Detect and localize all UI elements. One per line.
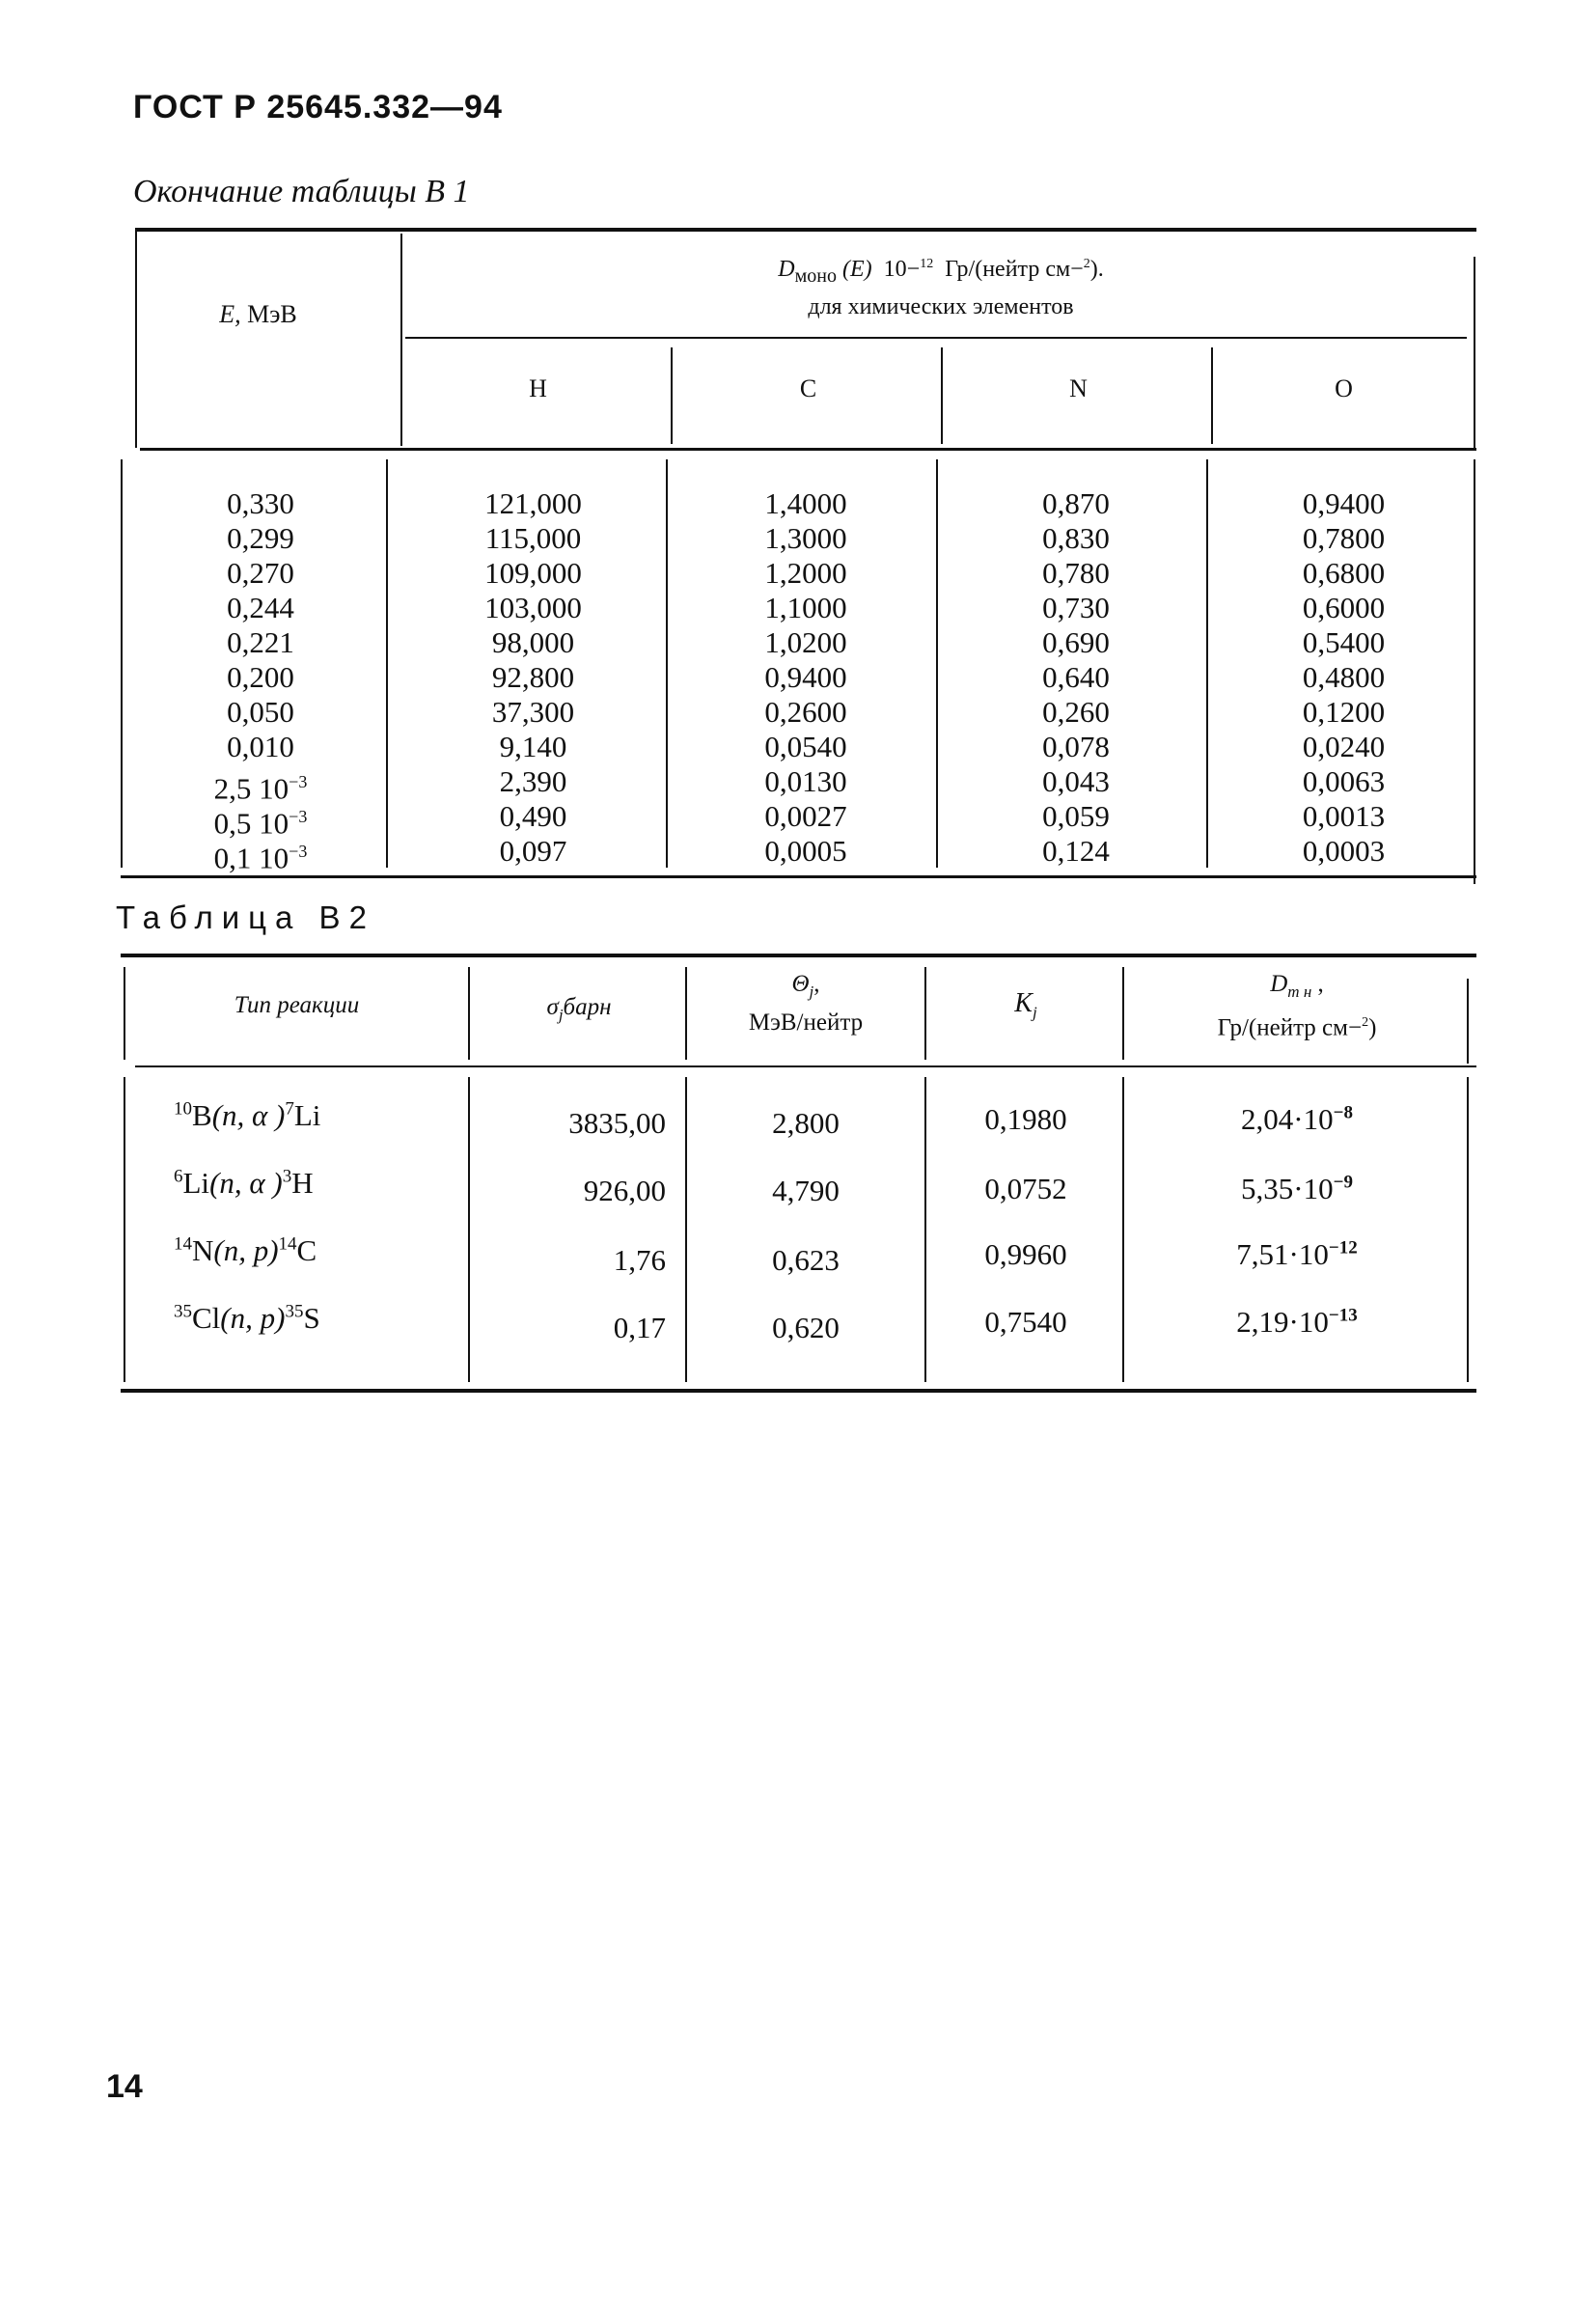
sigma-cell: 3835,00 [568, 1106, 666, 1140]
table-cell: 0,0005 [764, 834, 847, 868]
table-cell: 0,780 [1042, 556, 1110, 590]
dose-factor: 10− [883, 257, 921, 282]
theta-cell: 0,620 [772, 1311, 840, 1344]
table-b2-divider [924, 1077, 926, 1382]
table-cell: 0,0063 [1302, 764, 1386, 798]
table-b1 [116, 228, 1476, 884]
dose-unit: Гр/(нейтр см− [945, 257, 1084, 282]
k-cell: 0,7540 [984, 1305, 1067, 1339]
table-b1-energy-header [116, 300, 400, 329]
table-b1-divider [666, 459, 668, 868]
element-header-c: C [799, 374, 817, 402]
document-header: ГОСТ Р 25645.332—94 [133, 89, 503, 125]
table-cell: 98,000 [491, 625, 575, 659]
table-b2-divider [685, 967, 687, 1060]
d-cell: $7,51\cdot 10^{-12}$ [1236, 1237, 1358, 1271]
table-cell: 0,730 [1042, 591, 1110, 624]
table-b2-divider [1122, 967, 1124, 1060]
table-cell: 0,010 [227, 730, 294, 763]
table-cell: 0,097 [499, 834, 567, 868]
table-cell: 0,5 $10^{-3}$ [213, 806, 308, 841]
reaction-cell: $^6$Li(n, α )$^3$H [174, 1166, 314, 1200]
energy-unit: МэВ [247, 300, 297, 328]
table-cell: 0,244 [227, 591, 294, 624]
sigma-cell: 1,76 [613, 1243, 666, 1277]
table-b1-bottom-rule [121, 875, 1476, 878]
table-cell: 121,000 [484, 486, 582, 520]
theta-cell: 4,790 [772, 1174, 840, 1207]
table-cell: 0,870 [1042, 486, 1110, 520]
table-cell: 92,800 [491, 660, 575, 694]
k-header: $K_j$ [1014, 988, 1037, 1022]
element-header-o: O [1335, 374, 1353, 402]
n-column [946, 486, 1206, 869]
table-cell: 103,000 [484, 591, 582, 624]
table-b1-left-border [121, 459, 123, 868]
table-cell: 0,690 [1042, 625, 1110, 659]
table-cell: 0,830 [1042, 521, 1110, 555]
dose-argument: (E) [841, 257, 872, 282]
table-b2 [116, 954, 1476, 1397]
d-cell: $5,35\cdot 10^{-9}$ [1241, 1172, 1353, 1205]
table-cell: 0,1200 [1302, 695, 1386, 729]
table-b1-divider [1206, 459, 1208, 868]
table-cell: 0,2600 [764, 695, 847, 729]
o-column [1216, 486, 1472, 869]
table-b2-divider [685, 1077, 687, 1382]
table-cell: 0,5400 [1302, 625, 1386, 659]
table-cell: 0,050 [227, 695, 294, 729]
table-cell: 0,078 [1042, 730, 1110, 763]
table-cell: 0,4800 [1302, 660, 1386, 694]
d-cell: $2,04\cdot 10^{-8}$ [1241, 1102, 1353, 1136]
table-b2-right-border [1467, 979, 1469, 1064]
page-number: 14 [106, 2068, 143, 2105]
table-b1-group-rule [405, 337, 1467, 339]
table-b1-left-border [135, 228, 137, 448]
table-cell: 0,640 [1042, 660, 1110, 694]
k-cell: 0,9960 [984, 1237, 1067, 1271]
d-header: $D_{т н}$ , Гр/(нейтр см−$^2$) [1217, 971, 1377, 1041]
table-cell: 0,059 [1042, 799, 1110, 833]
reaction-cell: $^{14}$N(n, p)$^{14}$C [174, 1233, 317, 1267]
table-b2-divider [468, 967, 470, 1060]
table-b2-divider [468, 1077, 470, 1382]
dose-unit-exponent: 2 [1083, 257, 1090, 271]
table-b1-divider [941, 347, 943, 444]
table-cell: 0,200 [227, 660, 294, 694]
table-cell: 0,9400 [1302, 486, 1386, 520]
table-b1-right-border [1474, 459, 1475, 884]
table-cell: 0,299 [227, 521, 294, 555]
reaction-cell: $^{35}$Cl(n, p)$^{35}$S [174, 1301, 320, 1335]
table-cell: 0,9400 [764, 660, 847, 694]
table-cell: 1,4000 [764, 486, 847, 520]
dose-factor-exponent: 12 [920, 257, 934, 271]
table-b1-dose-header [405, 249, 1476, 322]
reaction-header-label: Тип реакции [234, 992, 360, 1018]
element-header-h: H [529, 374, 547, 402]
table-b1-divider [400, 234, 402, 446]
table-b2-divider [1122, 1077, 1124, 1382]
table-b1-top-rule [135, 228, 1476, 232]
table-cell: 2,5 $10^{-3}$ [213, 771, 308, 806]
table-b2-divider [924, 967, 926, 1060]
table-cell: 115,000 [484, 521, 582, 555]
c-column [675, 486, 936, 869]
table-cell: 0,0027 [764, 799, 847, 833]
table-b2-header-rule [135, 1065, 1476, 1067]
theta-cell: 2,800 [772, 1106, 840, 1140]
dose-header-line2: для химических элементов [808, 293, 1074, 319]
table-cell: 2,390 [499, 764, 567, 798]
table-cell: 0,1 $10^{-3}$ [213, 841, 308, 875]
dose-symbol: D [778, 257, 795, 282]
sigma-cell: 0,17 [613, 1311, 666, 1344]
energy-symbol: E, [219, 300, 241, 328]
table-cell: 0,7800 [1302, 521, 1386, 555]
table-cell: 1,1000 [764, 591, 847, 624]
d-cell: $2,19\cdot 10^{-13}$ [1236, 1305, 1358, 1339]
table-b2-right-border [1467, 1077, 1469, 1382]
h-column [405, 486, 661, 869]
table-cell: 0,124 [1042, 834, 1110, 868]
table-cell: 1,2000 [764, 556, 847, 590]
table-cell: 0,330 [227, 486, 294, 520]
table-cell: 0,0003 [1302, 834, 1386, 868]
table-b1-divider [671, 347, 673, 444]
table-b2-bottom-rule [121, 1389, 1476, 1393]
table-cell: 0,260 [1042, 695, 1110, 729]
table-cell: 0,221 [227, 625, 294, 659]
table-cell: 1,3000 [764, 521, 847, 555]
table-cell: 109,000 [484, 556, 582, 590]
table-cell: 0,0130 [764, 764, 847, 798]
table-cell: 0,043 [1042, 764, 1110, 798]
theta-cell: 0,623 [772, 1243, 840, 1277]
table-b2-caption: Таблица В2 [116, 899, 375, 935]
table-cell: 0,490 [499, 799, 567, 833]
table-cell: 37,300 [491, 695, 575, 729]
theta-header: $\Theta_j$, МэВ/нейтр [748, 971, 864, 1036]
table-cell: 0,6800 [1302, 556, 1386, 590]
table-cell: 1,0200 [764, 625, 847, 659]
table-b1-caption: Окончание таблицы В 1 [133, 174, 470, 209]
table-cell: 0,0013 [1302, 799, 1386, 833]
table-b1-header-rule [140, 448, 1476, 451]
table-cell: 9,140 [499, 730, 567, 763]
element-header-n: N [1069, 374, 1088, 402]
reaction-cell: $^{10}$B(n, α )$^7$Li [174, 1098, 321, 1132]
table-b1-divider [386, 459, 388, 868]
table-cell: 0,0240 [1302, 730, 1386, 763]
table-cell: 0,270 [227, 556, 294, 590]
dose-subscript: моно [794, 264, 837, 287]
table-b2-top-rule [121, 954, 1476, 957]
k-cell: 0,0752 [984, 1172, 1067, 1205]
energy-column [135, 486, 386, 875]
table-b1-divider [1211, 347, 1213, 444]
table-cell: 0,6000 [1302, 591, 1386, 624]
reaction-header [125, 990, 468, 1021]
dose-unit-end: ). [1089, 257, 1104, 282]
table-b1-divider [936, 459, 938, 868]
sigma-header: $\sigma_jбарн$ [546, 994, 612, 1024]
sigma-cell: 926,00 [583, 1174, 666, 1207]
table-cell: 0,0540 [764, 730, 847, 763]
k-cell: 0,1980 [984, 1102, 1067, 1136]
table-b2-left-border [124, 1077, 125, 1382]
